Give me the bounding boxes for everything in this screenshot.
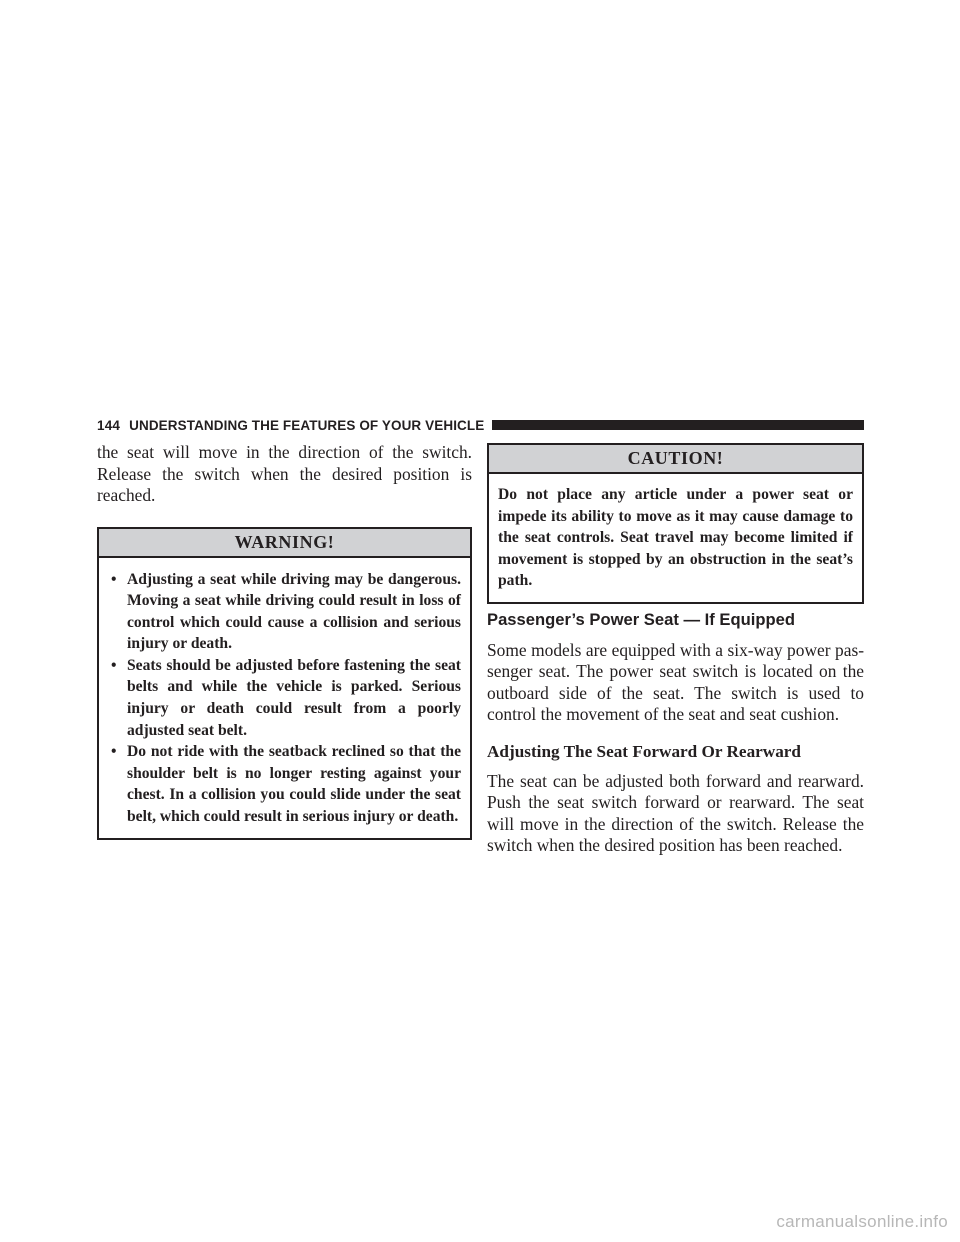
warning-item-text: Seats should be adjusted before fastening the seat belts and while the vehicle is parked. Serious injury or death could result from a poorly adjusted seat belt.	[127, 656, 461, 739]
warning-item	[108, 569, 461, 655]
warning-box	[97, 527, 472, 840]
bullet-icon: •	[111, 743, 117, 761]
watermark: carmanualsonline.info	[776, 1212, 948, 1231]
intro-paragraph: the seat will move in the direction of the switch. Release the switch when the desired position is reached.	[97, 442, 472, 505]
right-column	[487, 443, 864, 857]
bullet-icon: •	[111, 656, 117, 674]
left-column	[97, 442, 472, 840]
warning-item-text: Adjusting a seat while driving may be dangerous. Moving a seat while driving could result in loss of control which could cause a collision and serious injury or death.	[127, 570, 461, 653]
warning-title: WARNING!	[99, 529, 470, 558]
caution-title: CAUTION!	[489, 445, 862, 474]
warning-item-text: Do not ride with the seatback reclined so that the shoulder belt is no longer resting against your chest. In a collision you could slide under the seat belt, which could result in serious injury or death.	[127, 743, 461, 826]
bullet-icon: •	[111, 570, 117, 588]
header-rule	[492, 420, 864, 430]
warning-item	[108, 741, 461, 827]
caution-text: Do not place any article under a power seat or impede its ability to move as it may cause damage to the seat controls. Seat travel may become limited if movement is stopped by an obstruction in the seat’s path.	[498, 486, 853, 590]
warning-item	[108, 655, 461, 741]
section-heading: Passenger’s Power Seat — If Equipped	[487, 609, 795, 629]
section-title: UNDERSTANDING THE FEATURES OF YOUR VEHICLE	[129, 417, 485, 433]
warning-list	[108, 569, 461, 828]
page-header	[97, 416, 864, 434]
page-number: 144	[97, 417, 121, 433]
subsection-heading: Adjusting The Seat Forward Or Rearward	[487, 741, 801, 761]
subsection-paragraph: The seat can be adjusted both forward and rearward. Push the seat switch forward or rearward. The seat will move in the direction of the switch. Release the switch when the desired position has been reached.	[487, 770, 864, 856]
caution-box	[487, 443, 864, 604]
section-paragraph: Some models are equipped with a six-way power pas- senger seat. The power seat switch is located on the outboard side of the seat. The switch is used to control the movement of the seat and seat cushion.	[487, 639, 864, 725]
